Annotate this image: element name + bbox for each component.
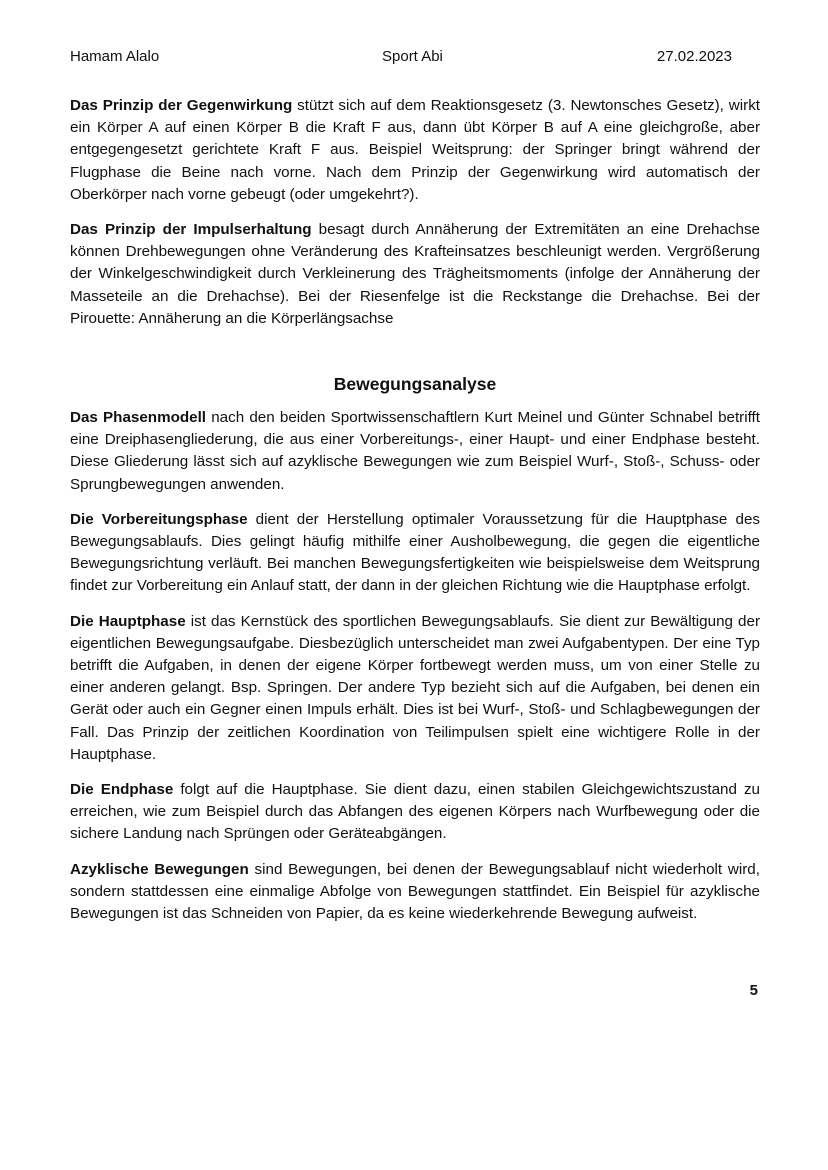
section-heading: Bewegungsanalyse (333, 374, 497, 395)
paragraph-lead: Die Endphase (70, 781, 174, 799)
paragraph-text: sind Bewegungen, bei denen der Bewegungsablauf nicht wiederholt wird, sondern stattdessen eine einmalige Abfolge von Bewegungen stattfindet. Ein Beispiel für azyklische Bewegungen ist das Schneiden von Papier, da es keine wiederkehrende Bewegung aufweist. (70, 860, 760, 923)
header-date: 27.02.2023 (656, 48, 732, 65)
paragraph-impulserhaltung (70, 219, 760, 330)
page-header (70, 48, 732, 70)
paragraph-endphase (70, 779, 760, 846)
paragraph-lead: Das Prinzip der Gegenwirkung (70, 97, 293, 114)
paragraph-lead: Azyklische Bewegungen (70, 860, 249, 878)
header-author: Hamam Alalo (70, 48, 160, 65)
paragraph-lead: Das Prinzip der Impulserhaltung (70, 221, 312, 239)
paragraph-lead: Die Vorbereitungsphase (70, 510, 248, 528)
paragraph-hauptphase (70, 611, 760, 766)
paragraph-lead: Die Hauptphase (70, 612, 186, 630)
paragraph-lead: Das Phasenmodell (70, 409, 207, 427)
paragraph-text: dient der Herstellung optimaler Voraussetzung für die Hauptphase des Bewegungsablaufs. Dies gelingt häufig mithilfe einer Ausholbewegung, die gegen die eigentliche Bewegungsrichtung verläuft. Bei manchen Bewegungsfertigkeiten wie beispielsweise dem Weitsprung findet zur Vorbereitung ein Anlauf statt, der dann in der gleichen Richtung wie die Hauptphase erfolgt. (70, 510, 760, 595)
paragraph-text: nach den beiden Sportwissenschaftlern Kurt Meinel und Günter Schnabel betrifft eine Dreiphasengliederung, die aus einer Vorbereitungs-, einer Haupt- und einer Endphase besteht. Diese Gliederung lässt sich auf azyklische Bewegungen wie zum Beispiel Wurf-, Stoß-, Schuss- oder Sprungbewegungen anwenden. (70, 409, 760, 493)
paragraph-text: besagt durch Annäherung der Extremitäten an eine Drehachse können Drehbewegungen ohne Veränderung des Krafteinsatzes beschleunigt werden. Vergrößerung der Winkelgeschwindigkeit durch Verkleinerung des Trägheitsmoments (infolge der Annäherung der Masseteile an die Drehachse). Bei der Riesenfelge ist die Reckstange die Drehachse. Bei der Pirouette: Annäherung an die Körperlängsachse (70, 221, 760, 327)
paragraph-text: stützt sich auf dem Reaktionsgesetz (3. Newtonsches Gesetz), wirkt ein Körper A auf einen Körper B die Kraft F aus, dann übt Körper B auf A eine gleichgroße, aber entgegengesetzt gerichtete Kraft F aus. Beispiel Weitsprung: der Springer bringt während der Flugphase die Beine nach vorne. Nach dem Prinzip der Gegenwirkung wird automatisch der Oberkörper nach vorne gebeugt (oder umgekehrt?). (70, 97, 761, 203)
paragraph-vorbereitungsphase (70, 509, 760, 598)
paragraph-gegenwirkung (70, 95, 760, 206)
page-number: 5 (749, 982, 758, 999)
paragraph-phasenmodell (70, 407, 760, 496)
paragraph-text: ist das Kernstück des sportlichen Bewegungsablaufs. Sie dient zur Bewältigung der eigentlichen Bewegungsaufgabe. Diesbezüglich unterscheidet man zwei Aufgabentypen. Der eine Typ betrifft die Aufgaben, in denen der eigene Körper fortbewegt werden muss, um von einer Stelle zu einer anderen gelangt. Bsp. Springen. Der andere Typ bezieht sich auf die Aufgaben, bei denen ein Gerät oder auch ein Gegner einen Impuls erhält. Dies ist bei Wurf-, Stoß- und Schlagbewegungen der Fall. Das Prinzip der zeitlichen Koordination von Teilimpulsen spielt eine wichtigere Rolle in der Hauptphase. (70, 612, 761, 763)
paragraph-text: folgt auf die Hauptphase. Sie dient dazu, einen stabilen Gleichgewichtszustand zu erreichen, wie zum Beispiel durch das Abfangen des eigenen Körpers nach Wurfbewegung oder die sichere Landung nach Sprüngen oder Geräteabgängen. (70, 781, 761, 843)
paragraph-azyklische-bewegungen (70, 859, 760, 926)
header-subject: Sport Abi (382, 48, 443, 65)
document-body (70, 95, 760, 938)
